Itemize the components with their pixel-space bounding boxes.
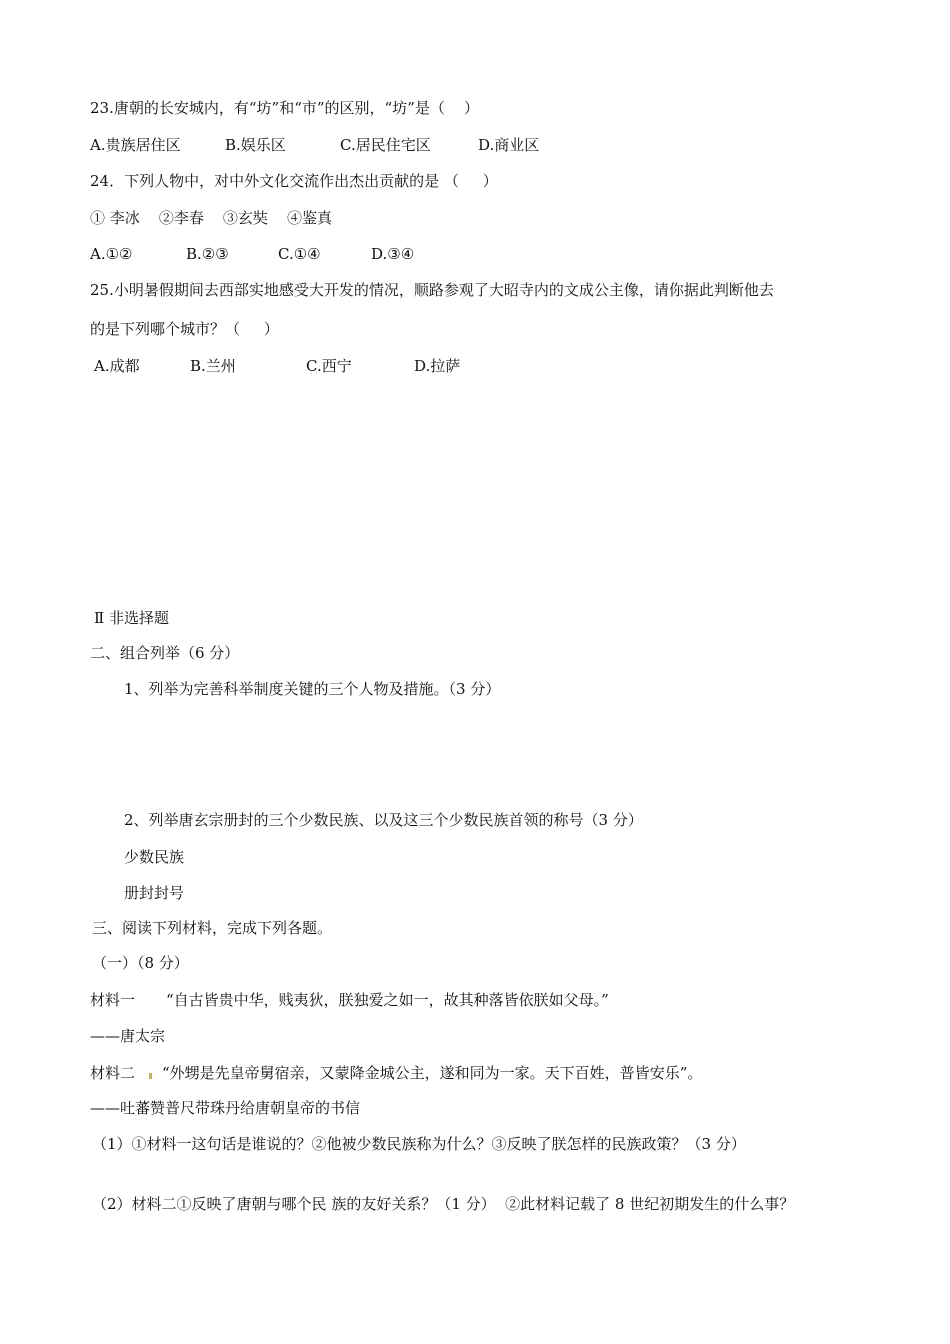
q23-stem: 23.唐朝的长安城内，有“坊”和“市”的区别，“坊”是（ ） (90, 99, 479, 117)
material2-label: 材料二 (90, 1064, 136, 1082)
q24-option-c: C.①④ (278, 245, 321, 263)
part3-subsection: （一）（8 分） (92, 954, 189, 972)
material1-text: “自古皆贵中华，贱夷狄，朕独爱之如一，故其种落皆依朕如父母。” (166, 991, 609, 1009)
material1-label: 材料一 (90, 991, 136, 1009)
part2-row-titles: 册封封号 (124, 884, 185, 902)
q24-option-a: A.①② (90, 245, 133, 263)
q23-option-a: A.贵族居住区 (90, 136, 181, 154)
q25-option-b: B.兰州 (190, 357, 236, 375)
part3-section-title: 三、阅读下列材料，完成下列各题。 (92, 919, 333, 937)
q25-option-d: D.拉萨 (414, 357, 461, 375)
material2-text: “外甥是先皇帝舅宿亲，又蒙降金城公主，遂和同为一家。天下百姓，普皆安乐”。 (162, 1064, 703, 1082)
q25-option-a: A.成都 (94, 357, 140, 375)
q24-items: ① 李冰 ②李春 ③玄奘 ④鉴真 (90, 209, 332, 227)
q24-option-b: B.②③ (186, 245, 229, 263)
part3-question2: （2）材料二①反映了唐朝与哪个民 族的友好关系？（1 分） ②此材料记载了 8 世纪初期发生的什么事？ (92, 1195, 795, 1213)
q23-option-c: C.居民住宅区 (340, 136, 431, 154)
q25-option-c: C.西宁 (306, 357, 352, 375)
q25-stem-line1: 25.小明暑假期间去西部实地感受大开发的情况，顺路参观了大昭寺内的文成公主像，请你据此判断他去 (90, 281, 774, 299)
q25-stem-line2: 的是下列哪个城市？（ ） (90, 320, 279, 338)
part2-item1: 1、列举为完善科举制度关键的三个人物及措施。（3 分） (124, 680, 501, 698)
q24-option-d: D.③④ (371, 245, 415, 263)
material2-line (90, 1063, 702, 1083)
q24-stem: 24．下列人物中，对中外文化交流作出杰出贡献的是 （ ） (90, 172, 498, 190)
material2-source: ——吐蕃赞普尺带珠丹给唐朝皇帝的书信 (90, 1099, 361, 1117)
highlight-mark-icon (149, 1073, 152, 1079)
part2-item2: 2、列举唐玄宗册封的三个少数民族、以及这三个少数民族首领的称号（3 分） (124, 811, 643, 829)
q23-option-b: B.娱乐区 (225, 136, 286, 154)
part2-section-title: 二、组合列举（6 分） (90, 644, 240, 662)
q23-option-d: D.商业区 (478, 136, 540, 154)
part2-row-ethnic-groups: 少数民族 (124, 848, 185, 866)
part3-question1: （1）①材料一这句话是谁说的？②他被少数民族称为什么？③反映了朕怎样的民族政策？（3 分） (92, 1135, 746, 1153)
part2-heading: Ⅱ 非选择题 (94, 609, 169, 627)
material1-source: ——唐太宗 (90, 1027, 166, 1045)
